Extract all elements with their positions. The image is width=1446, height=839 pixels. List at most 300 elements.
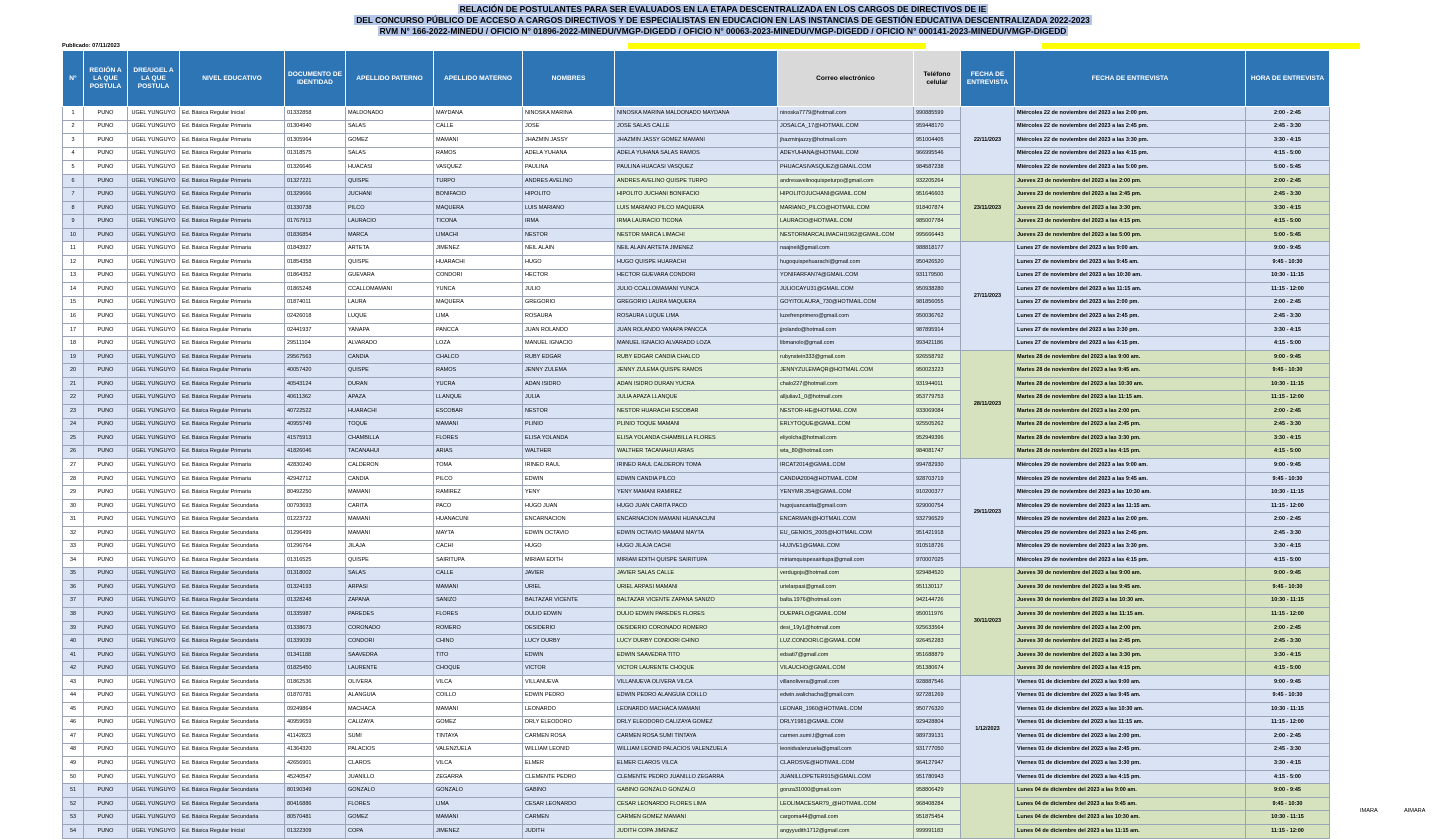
- cell-nombre-completo: VILLANUEVA OLIVERA VILCA: [615, 675, 778, 689]
- table-row: [63, 540, 1330, 554]
- table-row: [63, 405, 1330, 419]
- cell-hora-entrevista: 9:45 - 10:30: [1246, 689, 1330, 703]
- cell-apellido-materno: RAMIREZ: [434, 486, 523, 500]
- cell-hora-entrevista: 4:15 - 5:00: [1246, 770, 1330, 784]
- cell-apellido-materno: SANIZO: [434, 594, 523, 608]
- cell-nombres: CESAR LEONARDO: [523, 797, 615, 811]
- cell-telefono: 994782930: [914, 459, 961, 473]
- cell-n: 51: [63, 784, 84, 798]
- cell-n: 54: [63, 824, 84, 838]
- cell-n: 18: [63, 337, 84, 351]
- cell-apellido-paterno: OLIVERA: [346, 675, 434, 689]
- table-row: [63, 608, 1330, 622]
- cell-correo: jhazminjazzy@hotmail.com: [778, 134, 914, 148]
- cell-nombre-completo: PLINIO TOQUE MAMANI: [615, 418, 778, 432]
- cell-telefono: 925505262: [914, 418, 961, 432]
- cell-correo: ERLYTOQUE@GMAIL.COM: [778, 418, 914, 432]
- cell-nombres: JUDITH: [523, 824, 615, 838]
- cell-fecha-entrevista: Viernes 01 de diciembre del 2023 a las 9:00 am.: [1015, 675, 1246, 689]
- cell-documento: 01767913: [285, 215, 346, 229]
- document-title: [0, 4, 1446, 37]
- cell-correo: luzefrenprimero@gmail.com: [778, 310, 914, 324]
- cell-n: 6: [63, 174, 84, 188]
- cell-n: 23: [63, 405, 84, 419]
- cell-apellido-materno: MAYDANA: [434, 107, 523, 121]
- cell-apellido-materno: MAYTA: [434, 526, 523, 540]
- cell-apellido-paterno: CHAMBILLA: [346, 432, 434, 446]
- cell-telefono: 990885599: [914, 107, 961, 121]
- cell-region: PUNO: [84, 581, 128, 595]
- cell-nivel: Ed. Básica Regular Primaria: [180, 174, 285, 188]
- cell-nombre-completo: EDWIN SAAVEDRA TITO: [615, 648, 778, 662]
- cell-hora-entrevista: 11:15 - 12:00: [1246, 283, 1330, 297]
- cell-telefono: 950023223: [914, 364, 961, 378]
- cell-dre: UGEL YUNGUYO: [128, 283, 180, 297]
- cell-apellido-materno: VILCA: [434, 675, 523, 689]
- cell-apellido-materno: VASQUEZ: [434, 161, 523, 175]
- cell-fecha-entrevista: Jueves 30 de noviembre del 2023 a las 2:00 pm.: [1015, 621, 1246, 635]
- cell-apellido-materno: PACO: [434, 499, 523, 513]
- cell-region: PUNO: [84, 188, 128, 202]
- cell-correo: GOYITOLAURA_730@HOTMAIL.COM: [778, 296, 914, 310]
- cell-telefono: 987895914: [914, 323, 961, 337]
- cell-nombre-completo: LUIS MARIANO PILCO MAQUERA: [615, 201, 778, 215]
- table-row: [63, 161, 1330, 175]
- cell-dre: UGEL YUNGUYO: [128, 757, 180, 771]
- cell-region: PUNO: [84, 499, 128, 513]
- cell-nombre-completo: MIRIAM EDITH QUISPE SAIRITUPA: [615, 554, 778, 568]
- cell-nombre-completo: ENCARNACION MAMANI HUANACUNI: [615, 513, 778, 527]
- cell-apellido-paterno: MACHACA: [346, 703, 434, 717]
- cell-telefono: 959448170: [914, 120, 961, 134]
- cell-n: 52: [63, 797, 84, 811]
- cell-apellido-materno: ESCOBAR: [434, 405, 523, 419]
- table-row: [63, 283, 1330, 297]
- cell-hora-entrevista: 3:30 - 4:15: [1246, 201, 1330, 215]
- cell-correo: YENYMR.354@GMAIL.COM: [778, 486, 914, 500]
- cell-telefono: 984587238: [914, 161, 961, 175]
- cell-apellido-paterno: LAURACIO: [346, 215, 434, 229]
- cell-hora-entrevista: 4:15 - 5:00: [1246, 445, 1330, 459]
- cell-region: PUNO: [84, 174, 128, 188]
- cell-apellido-materno: RAMOS: [434, 364, 523, 378]
- cell-hora-entrevista: 2:45 - 3:30: [1246, 418, 1330, 432]
- cell-apellido-materno: CALLE: [434, 567, 523, 581]
- cell-apellido-materno: MAQUERA: [434, 201, 523, 215]
- cell-dre: UGEL YUNGUYO: [128, 784, 180, 798]
- cell-documento: 29511104: [285, 337, 346, 351]
- cell-hora-entrevista: 2:00 - 2:45: [1246, 174, 1330, 188]
- cell-nombre-completo: IRINEO RAUL CALDERON TOMA: [615, 459, 778, 473]
- cell-nombre-completo: NESTOR HUARACHI ESCOBAR: [615, 405, 778, 419]
- cell-fecha-entrevista: Lunes 27 de noviembre del 2023 a las 2:00 pm.: [1015, 296, 1246, 310]
- cell-nombres: JHAZMIN JASSY: [523, 134, 615, 148]
- cell-apellido-materno: COILLO: [434, 689, 523, 703]
- cell-documento: 01296764: [285, 540, 346, 554]
- cell-fecha-entrevista: Lunes 27 de noviembre del 2023 a las 11:15 am.: [1015, 283, 1246, 297]
- table-row: [63, 662, 1330, 676]
- cell-apellido-materno: YUCRA: [434, 377, 523, 391]
- cell-n: 38: [63, 608, 84, 622]
- cell-dre: UGEL YUNGUYO: [128, 797, 180, 811]
- cell-fecha-entrevista: Martes 28 de noviembre del 2023 a las 9:45 am.: [1015, 364, 1246, 378]
- cell-correo: desi_19y1@hotmail.com: [778, 621, 914, 635]
- cell-n: 25: [63, 432, 84, 446]
- cell-nombres: EDWIN: [523, 648, 615, 662]
- cell-documento: 29567563: [285, 350, 346, 364]
- cell-fecha-entrevista: Martes 28 de noviembre del 2023 a las 3:30 pm.: [1015, 432, 1246, 446]
- cell-n: 19: [63, 350, 84, 364]
- col-telefono: Teléfono celular: [914, 51, 961, 107]
- cell-hora-entrevista: 11:15 - 12:00: [1246, 499, 1330, 513]
- cell-documento: 01322309: [285, 824, 346, 838]
- cell-nivel: Ed. Básica Regular Primaria: [180, 242, 285, 256]
- cell-nivel: Ed. Básica Regular Primaria: [180, 418, 285, 432]
- cell-apellido-paterno: SALAS: [346, 567, 434, 581]
- cell-region: PUNO: [84, 554, 128, 568]
- cell-hora-entrevista: 4:15 - 5:00: [1246, 147, 1330, 161]
- cell-documento: 42656901: [285, 757, 346, 771]
- cell-apellido-materno: FLORES: [434, 432, 523, 446]
- cell-telefono: 929484520: [914, 567, 961, 581]
- cell-fecha-entrevista: Lunes 27 de noviembre del 2023 a las 2:45 pm.: [1015, 310, 1246, 324]
- cell-fecha-entrevista: Viernes 01 de diciembre del 2023 a las 11:15 am.: [1015, 716, 1246, 730]
- cell-nivel: Ed. Básica Regular Secundaria: [180, 554, 285, 568]
- cell-documento: 01329666: [285, 188, 346, 202]
- cell-telefono: 950036762: [914, 310, 961, 324]
- cell-nombre-completo: JUAN ROLANDO YANAPA PANCCA: [615, 323, 778, 337]
- cell-dre: UGEL YUNGUYO: [128, 120, 180, 134]
- cell-dre: UGEL YUNGUYO: [128, 635, 180, 649]
- cell-documento: 01223722: [285, 513, 346, 527]
- cell-nivel: Ed. Básica Regular Primaria: [180, 350, 285, 364]
- cell-documento: 41142823: [285, 730, 346, 744]
- cell-apellido-paterno: SAAVEDRA: [346, 648, 434, 662]
- cell-apellido-paterno: PILCO: [346, 201, 434, 215]
- cell-dre: UGEL YUNGUYO: [128, 472, 180, 486]
- cell-fecha-entrevista: Lunes 27 de noviembre del 2023 a las 9:45 am.: [1015, 256, 1246, 270]
- cell-fecha-entrevista: Jueves 30 de noviembre del 2023 a las 2:45 pm.: [1015, 635, 1246, 649]
- cell-nivel: Ed. Básica Regular Secundaria: [180, 703, 285, 717]
- cell-apellido-materno: TINTAYA: [434, 730, 523, 744]
- cell-nombres: YENY: [523, 486, 615, 500]
- cell-nombre-completo: RUBY EDGAR CANDIA CHALCO: [615, 350, 778, 364]
- cell-nombre-completo: JULIA APAZA LLANQUE: [615, 391, 778, 405]
- cell-apellido-materno: MAMANI: [434, 581, 523, 595]
- cell-nombres: EDWIN PEDRO: [523, 689, 615, 703]
- cell-nombres: ADELA YUHANA: [523, 147, 615, 161]
- cell-documento: 41364320: [285, 743, 346, 757]
- cell-telefono: 933069084: [914, 405, 961, 419]
- cell-n: 10: [63, 228, 84, 242]
- cell-correo: JOSALCA_17@HOTMAIL.COM: [778, 120, 914, 134]
- cell-fecha-entrevista: Viernes 01 de diciembre del 2023 a las 3:30 pm.: [1015, 757, 1246, 771]
- cell-apellido-paterno: SUMI: [346, 730, 434, 744]
- cell-apellido-materno: CONDORI: [434, 269, 523, 283]
- cell-nombre-completo: HECTOR GUEVARA CONDORI: [615, 269, 778, 283]
- cell-documento: 01330738: [285, 201, 346, 215]
- cell-n: 41: [63, 648, 84, 662]
- cell-apellido-paterno: LUQUE: [346, 310, 434, 324]
- cell-fecha-grupo: [961, 784, 1015, 838]
- cell-n: 29: [63, 486, 84, 500]
- cell-region: PUNO: [84, 120, 128, 134]
- cell-dre: UGEL YUNGUYO: [128, 730, 180, 744]
- cell-apellido-materno: SAIRITUPA: [434, 554, 523, 568]
- cell-dre: UGEL YUNGUYO: [128, 594, 180, 608]
- cell-n: 2: [63, 120, 84, 134]
- cell-apellido-materno: LIMACHI: [434, 228, 523, 242]
- cell-fecha-entrevista: Martes 28 de noviembre del 2023 a las 4:15 pm.: [1015, 445, 1246, 459]
- cell-nivel: Ed. Básica Regular Primaria: [180, 472, 285, 486]
- cell-fecha-entrevista: Lunes 27 de noviembre del 2023 a las 10:30 am.: [1015, 269, 1246, 283]
- table-row: [63, 269, 1330, 283]
- cell-apellido-materno: CHINO: [434, 635, 523, 649]
- cell-hora-entrevista: 5:00 - 5:45: [1246, 161, 1330, 175]
- cell-n: 16: [63, 310, 84, 324]
- cell-nombre-completo: CARMEN ROSA SUMI TINTAYA: [615, 730, 778, 744]
- cell-apellido-paterno: GUEVARA: [346, 269, 434, 283]
- cell-nivel: Ed. Básica Regular Primaria: [180, 283, 285, 297]
- cell-correo: LEOLIMACESAR79_@HOTMAIL.COM: [778, 797, 914, 811]
- cell-n: 35: [63, 567, 84, 581]
- cell-nombre-completo: HUGO JILAJA CACHI: [615, 540, 778, 554]
- cell-nombres: MIRIAM EDITH: [523, 554, 615, 568]
- cell-nivel: Ed. Básica Regular Inicial: [180, 107, 285, 121]
- cell-n: 28: [63, 472, 84, 486]
- cell-nivel: Ed. Básica Regular Secundaria: [180, 757, 285, 771]
- cell-telefono: 995666443: [914, 228, 961, 242]
- table-row: [63, 107, 1330, 121]
- cell-n: 3: [63, 134, 84, 148]
- cell-nivel: Ed. Básica Regular Primaria: [180, 296, 285, 310]
- cell-hora-entrevista: 10:30 - 11:15: [1246, 811, 1330, 825]
- cell-nivel: Ed. Básica Regular Secundaria: [180, 770, 285, 784]
- cell-documento: 02441937: [285, 323, 346, 337]
- cell-fecha-entrevista: Lunes 27 de noviembre del 2023 a las 4:15 pm.: [1015, 337, 1246, 351]
- cell-apellido-materno: YUNCA: [434, 283, 523, 297]
- cell-dre: UGEL YUNGUYO: [128, 377, 180, 391]
- table-row: [63, 743, 1330, 757]
- table-row: [63, 499, 1330, 513]
- cell-nombres: ADAN ISIDRO: [523, 377, 615, 391]
- table-row: [63, 296, 1330, 310]
- cell-nombre-completo: ELMER CLAROS VILCA: [615, 757, 778, 771]
- cell-documento: 42830240: [285, 459, 346, 473]
- cell-nivel: Ed. Básica Regular Secundaria: [180, 784, 285, 798]
- cell-dre: UGEL YUNGUYO: [128, 107, 180, 121]
- cell-hora-entrevista: 3:30 - 4:15: [1246, 323, 1330, 337]
- cell-documento: 40057420: [285, 364, 346, 378]
- cell-documento: 01328248: [285, 594, 346, 608]
- cell-apellido-paterno: ARTETA: [346, 242, 434, 256]
- cell-nivel: Ed. Básica Regular Primaria: [180, 256, 285, 270]
- cell-hora-entrevista: 10:30 - 11:15: [1246, 594, 1330, 608]
- cell-nivel: Ed. Básica Regular Primaria: [180, 161, 285, 175]
- cell-nombres: LEONARDO: [523, 703, 615, 717]
- cell-fecha-entrevista: Lunes 27 de noviembre del 2023 a las 3:30 pm.: [1015, 323, 1246, 337]
- table-row: [63, 445, 1330, 459]
- cell-n: 27: [63, 459, 84, 473]
- cell-nombres: VILLANUEVA: [523, 675, 615, 689]
- cell-nombres: HECTOR: [523, 269, 615, 283]
- cell-region: PUNO: [84, 418, 128, 432]
- table-row: [63, 377, 1330, 391]
- published-date: Publicado: 07/11/2023: [62, 43, 120, 49]
- cell-dre: UGEL YUNGUYO: [128, 811, 180, 825]
- cell-correo: edwin.walichacha@gmail.com: [778, 689, 914, 703]
- cell-n: 11: [63, 242, 84, 256]
- cell-telefono: 931944011: [914, 377, 961, 391]
- cell-hora-entrevista: 11:15 - 12:00: [1246, 608, 1330, 622]
- cell-nombre-completo: JULIO CCALLOMAMANI YUNCA: [615, 283, 778, 297]
- cell-n: 5: [63, 161, 84, 175]
- cell-n: 43: [63, 675, 84, 689]
- cell-nombre-completo: CESAR LEONARDO FLORES LIMA: [615, 797, 778, 811]
- cell-hora-entrevista: 10:30 - 11:15: [1246, 703, 1330, 717]
- cell-nivel: Ed. Básica Regular Primaria: [180, 310, 285, 324]
- cell-apellido-paterno: QUISPE: [346, 364, 434, 378]
- cell-documento: 01332858: [285, 107, 346, 121]
- cell-nombre-completo: JOSE SALAS CALLE: [615, 120, 778, 134]
- cell-n: 48: [63, 743, 84, 757]
- cell-region: PUNO: [84, 703, 128, 717]
- cell-telefono: 927281269: [914, 689, 961, 703]
- table-row: [63, 554, 1330, 568]
- cell-nombres: RUBY EDGAR: [523, 350, 615, 364]
- table-row: [63, 350, 1330, 364]
- cell-documento: 01338673: [285, 621, 346, 635]
- cell-hora-entrevista: 10:30 - 11:15: [1246, 269, 1330, 283]
- cell-correo: edsati7@gmail.com: [778, 648, 914, 662]
- cell-n: 20: [63, 364, 84, 378]
- cell-hora-entrevista: 2:00 - 2:45: [1246, 730, 1330, 744]
- cell-fecha-grupo: 27/11/2023: [961, 242, 1015, 350]
- cell-nombres: HUGO: [523, 540, 615, 554]
- cell-apellido-paterno: CORONADO: [346, 621, 434, 635]
- cell-region: PUNO: [84, 689, 128, 703]
- table-row: [63, 472, 1330, 486]
- cell-fecha-entrevista: Martes 28 de noviembre del 2023 a las 9:00 am.: [1015, 350, 1246, 364]
- cell-nivel: Ed. Básica Regular Primaria: [180, 486, 285, 500]
- cell-region: PUNO: [84, 648, 128, 662]
- cell-apellido-paterno: SALAS: [346, 147, 434, 161]
- table-row: [63, 770, 1330, 784]
- cell-fecha-entrevista: Lunes 04 de diciembre del 2023 a las 10:30 am.: [1015, 811, 1246, 825]
- cell-nivel: Ed. Básica Regular Primaria: [180, 188, 285, 202]
- table-row: [63, 513, 1330, 527]
- col-correo: Correo electrónico: [778, 51, 914, 107]
- cell-correo: LAURACIO@HOTMAIL.COM: [778, 215, 914, 229]
- cell-dre: UGEL YUNGUYO: [128, 567, 180, 581]
- table-row: [63, 256, 1330, 270]
- cell-region: PUNO: [84, 323, 128, 337]
- title-line-2: DEL CONCURSO PÚBLICO DE ACCESO A CARGOS DIRECTIVOS Y DE ESPECIALISTAS EN EDUCACION EN LAS INSTANCIAS DE GESTIÓN EDUCATIVA DESCENTRALIZADA 2022-2023: [356, 15, 1090, 25]
- cell-hora-entrevista: 2:45 - 3:30: [1246, 635, 1330, 649]
- cell-dre: UGEL YUNGUYO: [128, 621, 180, 635]
- cell-documento: 01327221: [285, 174, 346, 188]
- cell-apellido-paterno: QUISPE: [346, 256, 434, 270]
- cell-hora-entrevista: 3:30 - 4:15: [1246, 757, 1330, 771]
- cell-apellido-paterno: JUANILLO: [346, 770, 434, 784]
- cell-telefono: 951421918: [914, 526, 961, 540]
- cell-apellido-materno: MAMANI: [434, 134, 523, 148]
- table-row: [63, 811, 1330, 825]
- cell-documento: 80492250: [285, 486, 346, 500]
- side-text-1: IMARA: [1360, 808, 1378, 814]
- cell-documento: 40722522: [285, 405, 346, 419]
- cell-dre: UGEL YUNGUYO: [128, 364, 180, 378]
- cell-region: PUNO: [84, 730, 128, 744]
- cell-nombres: ANDRES AVELINO: [523, 174, 615, 188]
- cell-n: 40: [63, 635, 84, 649]
- cell-dre: UGEL YUNGUYO: [128, 675, 180, 689]
- cell-dre: UGEL YUNGUYO: [128, 174, 180, 188]
- cell-apellido-materno: HUARACHI: [434, 256, 523, 270]
- cell-hora-entrevista: 4:15 - 5:00: [1246, 554, 1330, 568]
- cell-telefono: 951688879: [914, 648, 961, 662]
- cell-correo: chalo227@hotmail.com: [778, 377, 914, 391]
- cell-hora-entrevista: 11:15 - 12:00: [1246, 716, 1330, 730]
- cell-nivel: Ed. Básica Regular Primaria: [180, 134, 285, 148]
- cell-nombres: WALTHER: [523, 445, 615, 459]
- cell-fecha-entrevista: Lunes 04 de diciembre del 2023 a las 9:00 am.: [1015, 784, 1246, 798]
- table-row: [63, 134, 1330, 148]
- cell-dre: UGEL YUNGUYO: [128, 350, 180, 364]
- cell-nombres: PLINIO: [523, 418, 615, 432]
- cell-apellido-materno: ARIAS: [434, 445, 523, 459]
- cell-dre: UGEL YUNGUYO: [128, 743, 180, 757]
- cell-dre: UGEL YUNGUYO: [128, 648, 180, 662]
- col-fecha-entrevista: FECHA DE ENTREVISTA: [961, 51, 1015, 107]
- cell-telefono: 984081747: [914, 445, 961, 459]
- cell-nombre-completo: LEONARDO MACHACA MAMANI: [615, 703, 778, 717]
- table-row: [63, 174, 1330, 188]
- cell-dre: UGEL YUNGUYO: [128, 391, 180, 405]
- cell-apellido-materno: VALENZUELA: [434, 743, 523, 757]
- cell-fecha-entrevista: Miércoles 22 de noviembre del 2023 a las 4:15 pm.: [1015, 147, 1246, 161]
- cell-apellido-paterno: PALACIOS: [346, 743, 434, 757]
- cell-fecha-entrevista: Jueves 23 de noviembre del 2023 a las 2:00 pm.: [1015, 174, 1246, 188]
- cell-apellido-paterno: YANAPA: [346, 323, 434, 337]
- cell-documento: 40543124: [285, 377, 346, 391]
- table-row: [63, 147, 1330, 161]
- cell-dre: UGEL YUNGUYO: [128, 499, 180, 513]
- cell-apellido-materno: BONIFACIO: [434, 188, 523, 202]
- cell-telefono: 985007784: [914, 215, 961, 229]
- cell-hora-entrevista: 3:30 - 4:15: [1246, 540, 1330, 554]
- table-row: [63, 567, 1330, 581]
- cell-hora-entrevista: 3:30 - 4:15: [1246, 134, 1330, 148]
- cell-n: 53: [63, 811, 84, 825]
- cell-correo: jjrolando@hotmail.com: [778, 323, 914, 337]
- cell-nivel: Ed. Básica Regular Secundaria: [180, 675, 285, 689]
- cell-correo: JENNYZULEMAQR@HOTMAIL.COM: [778, 364, 914, 378]
- cell-dre: UGEL YUNGUYO: [128, 486, 180, 500]
- cell-nombre-completo: PAULINA HUACASI VASQUEZ: [615, 161, 778, 175]
- cell-region: PUNO: [84, 432, 128, 446]
- cell-documento: 01324193: [285, 581, 346, 595]
- cell-correo: libmanolo@gmail.com: [778, 337, 914, 351]
- cell-n: 49: [63, 757, 84, 771]
- cell-nivel: Ed. Básica Regular Primaria: [180, 215, 285, 229]
- cell-apellido-materno: CACHI: [434, 540, 523, 554]
- cell-hora-entrevista: 2:00 - 2:45: [1246, 296, 1330, 310]
- cell-fecha-entrevista: Martes 28 de noviembre del 2023 a las 2:45 pm.: [1015, 418, 1246, 432]
- cell-nivel: Ed. Básica Regular Primaria: [180, 228, 285, 242]
- cell-fecha-entrevista: Miércoles 22 de noviembre del 2023 a las 2:00 pm.: [1015, 107, 1246, 121]
- table-row: [63, 215, 1330, 229]
